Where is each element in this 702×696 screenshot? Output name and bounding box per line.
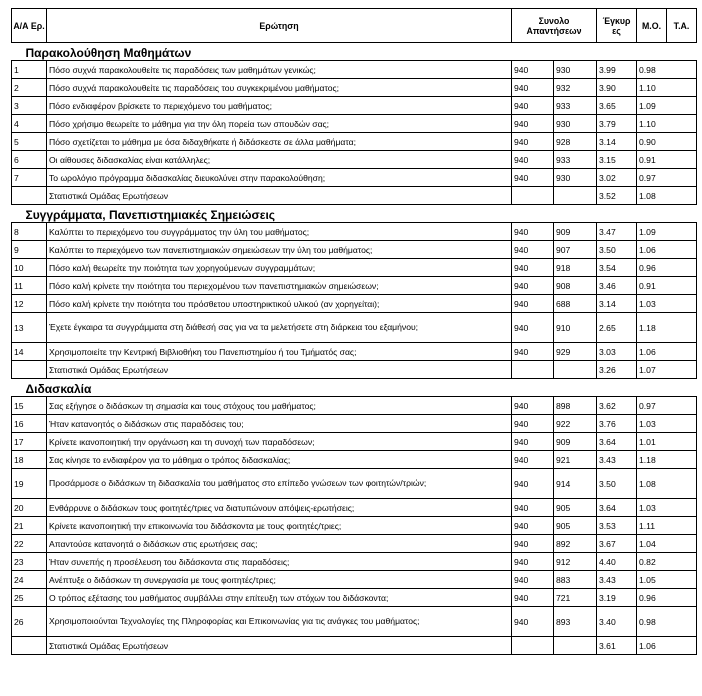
- mean-value: 3.79: [597, 115, 637, 133]
- valid-responses: 922: [554, 415, 597, 433]
- question-text: Πόσο χρήσιμο θεωρείτε το μάθημα για την όλη πορεία των σπουδών σας;: [47, 115, 512, 133]
- total-responses: 940: [512, 151, 554, 169]
- question-text: Οι αίθουσες διδασκαλίας είναι κατάλληλες;: [47, 151, 512, 169]
- std-dev-value: 1.01: [637, 433, 697, 451]
- table-row: [12, 451, 697, 469]
- std-dev-value: 1.10: [637, 115, 697, 133]
- valid-responses: 933: [554, 97, 597, 115]
- total-responses: 940: [512, 79, 554, 97]
- mean-value: 4.40: [597, 553, 637, 571]
- question-text: Ανέπτυξε ο διδάσκων τη συνεργασία με τους φοιτητές/τριες;: [47, 571, 512, 589]
- row-number: 20: [12, 499, 47, 517]
- question-text: Ο τρόπος εξέτασης του μαθήματος συμβάλλει στην επίτευξη των στόχων του διδάσκοντα;: [47, 589, 512, 607]
- mean-value: 3.43: [597, 451, 637, 469]
- row-number: 25: [12, 589, 47, 607]
- std-dev-value: 1.03: [637, 415, 697, 433]
- std-dev-value: 0.90: [637, 133, 697, 151]
- question-text: Ήταν συνεπής η προσέλευση του διδάσκοντα στις παραδόσεις;: [47, 553, 512, 571]
- row-number: 24: [12, 571, 47, 589]
- table-row: [12, 415, 697, 433]
- table-row: [12, 259, 697, 277]
- group-stats-row: [12, 361, 697, 379]
- total-responses: 940: [512, 313, 554, 343]
- valid-responses: 908: [554, 277, 597, 295]
- question-text: Το ωρολόγιο πρόγραμμα διδασκαλίας διευκολύνει στην παρακολούθηση;: [47, 169, 512, 187]
- table-row: [12, 571, 697, 589]
- table-row: [12, 277, 697, 295]
- total-responses: 940: [512, 571, 554, 589]
- row-number: 9: [12, 241, 47, 259]
- std-dev-value: 1.08: [637, 469, 697, 499]
- row-number: 7: [12, 169, 47, 187]
- total-responses: 940: [512, 61, 554, 79]
- question-text: Πόσο συχνά παρακολουθείτε τις παραδόσεις του συγκεκριμένου μαθήματος;: [47, 79, 512, 97]
- total-responses: 940: [512, 133, 554, 151]
- header-mean: Μ.Ο.: [637, 9, 667, 43]
- table-header-row: [12, 9, 697, 43]
- total-responses: 940: [512, 433, 554, 451]
- valid-responses: 905: [554, 499, 597, 517]
- mean-value: 3.46: [597, 277, 637, 295]
- mean-value: 3.90: [597, 79, 637, 97]
- group-stats-row: [12, 187, 697, 205]
- valid-responses: 933: [554, 151, 597, 169]
- mean-value: 3.64: [597, 499, 637, 517]
- section-header-row: [12, 205, 697, 223]
- std-dev-value: 0.82: [637, 553, 697, 571]
- valid-responses: 892: [554, 535, 597, 553]
- std-dev-value: 1.06: [637, 241, 697, 259]
- group-sd-value: 1.08: [637, 187, 697, 205]
- row-number: 19: [12, 469, 47, 499]
- table-row: [12, 343, 697, 361]
- mean-value: 3.19: [597, 589, 637, 607]
- valid-responses: 928: [554, 133, 597, 151]
- blank-cell: [512, 361, 554, 379]
- mean-value: 3.99: [597, 61, 637, 79]
- table-row: [12, 313, 697, 343]
- table-row: [12, 469, 697, 499]
- valid-responses: 910: [554, 313, 597, 343]
- row-number: 22: [12, 535, 47, 553]
- total-responses: 940: [512, 607, 554, 637]
- group-mean-value: 3.52: [597, 187, 637, 205]
- row-number: 17: [12, 433, 47, 451]
- std-dev-value: 1.06: [637, 343, 697, 361]
- total-responses: 940: [512, 415, 554, 433]
- row-number: 21: [12, 517, 47, 535]
- table-row: [12, 97, 697, 115]
- total-responses: 940: [512, 97, 554, 115]
- header-num: Α/Α Ερ.: [12, 9, 47, 43]
- valid-responses: 930: [554, 115, 597, 133]
- header-total: Συνολο Απαντήσεων: [512, 9, 597, 43]
- table-row: [12, 79, 697, 97]
- row-number: 12: [12, 295, 47, 313]
- question-text: Προσάρμοσε ο διδάσκων τη διδασκαλία του μαθήματος στο επίπεδο γνώσεων των φοιτητών/τριών;: [47, 469, 512, 499]
- std-dev-value: 0.96: [637, 259, 697, 277]
- row-number: 6: [12, 151, 47, 169]
- table-row: [12, 499, 697, 517]
- mean-value: 3.54: [597, 259, 637, 277]
- mean-value: 3.02: [597, 169, 637, 187]
- question-text: Πόσο καλή κρίνετε την ποιότητα του πρόσθετου υποστηρικτικού υλικού (αν χορηγείται);: [47, 295, 512, 313]
- blank-cell: [512, 637, 554, 655]
- question-text: Καλύπτει το περιεχόμενο των πανεπιστημιακών σημειώσεων την ύλη του μαθήματος;: [47, 241, 512, 259]
- std-dev-value: 1.03: [637, 499, 697, 517]
- mean-value: 3.50: [597, 469, 637, 499]
- question-text: Πόσο συχνά παρακολουθείτε τις παραδόσεις των μαθημάτων γενικώς;: [47, 61, 512, 79]
- total-responses: 940: [512, 115, 554, 133]
- table-row: [12, 517, 697, 535]
- table-row: [12, 607, 697, 637]
- std-dev-value: 0.91: [637, 277, 697, 295]
- total-responses: 940: [512, 241, 554, 259]
- group-sd-value: 1.07: [637, 361, 697, 379]
- question-text: Κρίνετε ικανοποιητική την οργάνωση και τη συνοχή των παραδόσεων;: [47, 433, 512, 451]
- row-number: 11: [12, 277, 47, 295]
- std-dev-value: 1.03: [637, 295, 697, 313]
- mean-value: 3.47: [597, 223, 637, 241]
- row-number: 13: [12, 313, 47, 343]
- mean-value: 3.76: [597, 415, 637, 433]
- total-responses: 940: [512, 535, 554, 553]
- question-text: Κρίνετε ικανοποιητική την επικοινωνία του διδάσκοντα με τους φοιτητές/τριες;: [47, 517, 512, 535]
- total-responses: 940: [512, 499, 554, 517]
- row-number: 5: [12, 133, 47, 151]
- table-row: [12, 295, 697, 313]
- section-title: Διδασκαλία: [12, 379, 697, 397]
- valid-responses: 918: [554, 259, 597, 277]
- row-number: 14: [12, 343, 47, 361]
- question-text: Πόσο ενδιαφέρον βρίσκετε το περιεχόμενο του μαθήματος;: [47, 97, 512, 115]
- valid-responses: 721: [554, 589, 597, 607]
- blank-cell: [12, 361, 47, 379]
- group-sd-value: 1.06: [637, 637, 697, 655]
- row-number: 2: [12, 79, 47, 97]
- valid-responses: 929: [554, 343, 597, 361]
- valid-responses: 893: [554, 607, 597, 637]
- total-responses: 940: [512, 589, 554, 607]
- question-text: Ήταν κατανοητός ο διδάσκων στις παραδόσεις του;: [47, 415, 512, 433]
- std-dev-value: 1.04: [637, 535, 697, 553]
- blank-cell: [554, 637, 597, 655]
- table-row: [12, 133, 697, 151]
- group-stats-label: Στατιστικά Ομάδας Ερωτήσεων: [47, 187, 512, 205]
- blank-cell: [12, 637, 47, 655]
- mean-value: 3.50: [597, 241, 637, 259]
- mean-value: 3.62: [597, 397, 637, 415]
- mean-value: 3.03: [597, 343, 637, 361]
- mean-value: 3.14: [597, 133, 637, 151]
- table-row: [12, 151, 697, 169]
- valid-responses: 909: [554, 433, 597, 451]
- section-title: Παρακολούθηση Μαθημάτων: [12, 43, 697, 61]
- mean-value: 3.53: [597, 517, 637, 535]
- mean-value: 3.14: [597, 295, 637, 313]
- mean-value: 2.65: [597, 313, 637, 343]
- total-responses: 940: [512, 277, 554, 295]
- valid-responses: 930: [554, 169, 597, 187]
- std-dev-value: 0.91: [637, 151, 697, 169]
- table-row: [12, 553, 697, 571]
- blank-cell: [554, 361, 597, 379]
- mean-value: 3.65: [597, 97, 637, 115]
- table-row: [12, 169, 697, 187]
- total-responses: 940: [512, 451, 554, 469]
- std-dev-value: 1.05: [637, 571, 697, 589]
- table-row: [12, 433, 697, 451]
- row-number: 23: [12, 553, 47, 571]
- std-dev-value: 0.98: [637, 607, 697, 637]
- group-stats-label: Στατιστικά Ομάδας Ερωτήσεων: [47, 637, 512, 655]
- table-row: [12, 223, 697, 241]
- row-number: 18: [12, 451, 47, 469]
- row-number: 26: [12, 607, 47, 637]
- blank-cell: [554, 187, 597, 205]
- total-responses: 940: [512, 397, 554, 415]
- question-text: Πόσο σχετίζεται το μάθημα με όσα διδαχθήκατε ή διδάσκεστε σε άλλα μαθήματα;: [47, 133, 512, 151]
- std-dev-value: 1.18: [637, 313, 697, 343]
- total-responses: 940: [512, 469, 554, 499]
- section-header-row: [12, 379, 697, 397]
- std-dev-value: 1.10: [637, 79, 697, 97]
- question-text: Απαντούσε κατανοητά ο διδάσκων στις ερωτήσεις σας;: [47, 535, 512, 553]
- valid-responses: 912: [554, 553, 597, 571]
- std-dev-value: 0.97: [637, 169, 697, 187]
- header-sd: Τ.Α.: [667, 9, 697, 43]
- header-valid: Έγκυρ ες: [597, 9, 637, 43]
- question-text: Ενθάρρυνε ο διδάσκων τους φοιτητές/τριες να διατυπώνουν απόψεις-ερωτήσεις;: [47, 499, 512, 517]
- mean-value: 3.40: [597, 607, 637, 637]
- table-row: [12, 61, 697, 79]
- survey-table-container: [11, 8, 697, 655]
- mean-value: 3.67: [597, 535, 637, 553]
- survey-results-table: [11, 8, 697, 655]
- mean-value: 3.64: [597, 433, 637, 451]
- table-row: [12, 397, 697, 415]
- question-text: Σας εξήγησε ο διδάσκων τη σημασία και τους στόχους του μαθήματος;: [47, 397, 512, 415]
- group-stats-row: [12, 637, 697, 655]
- row-number: 3: [12, 97, 47, 115]
- valid-responses: 914: [554, 469, 597, 499]
- table-row: [12, 589, 697, 607]
- total-responses: 940: [512, 343, 554, 361]
- total-responses: 940: [512, 553, 554, 571]
- question-text: Πόσο καλή κρίνετε την ποιότητα του περιεχομένου των πανεπιστημιακών σημειώσεων;: [47, 277, 512, 295]
- row-number: 4: [12, 115, 47, 133]
- row-number: 10: [12, 259, 47, 277]
- valid-responses: 909: [554, 223, 597, 241]
- std-dev-value: 1.18: [637, 451, 697, 469]
- row-number: 16: [12, 415, 47, 433]
- std-dev-value: 1.11: [637, 517, 697, 535]
- valid-responses: 932: [554, 79, 597, 97]
- section-title: Συγγράμματα, Πανεπιστημιακές Σημειώσεις: [12, 205, 697, 223]
- total-responses: 940: [512, 259, 554, 277]
- question-text: Καλύπτει το περιεχόμενο του συγγράμματος την ύλη του μαθήματος;: [47, 223, 512, 241]
- std-dev-value: 0.96: [637, 589, 697, 607]
- question-text: Σας κίνησε το ενδιαφέρον για το μάθημα ο τρόπος διδασκαλίας;: [47, 451, 512, 469]
- group-mean-value: 3.26: [597, 361, 637, 379]
- valid-responses: 688: [554, 295, 597, 313]
- blank-cell: [512, 187, 554, 205]
- section-header-row: [12, 43, 697, 61]
- row-number: 15: [12, 397, 47, 415]
- row-number: 8: [12, 223, 47, 241]
- std-dev-value: 0.97: [637, 397, 697, 415]
- valid-responses: 921: [554, 451, 597, 469]
- question-text: Πόσο καλή θεωρείτε την ποιότητα των χορηγούμενων συγγραμμάτων;: [47, 259, 512, 277]
- mean-value: 3.43: [597, 571, 637, 589]
- total-responses: 940: [512, 295, 554, 313]
- question-text: Χρησιμοποιείτε την Κεντρική Βιβλιοθήκη του Πανεπιστημίου ή του Τμήματός σας;: [47, 343, 512, 361]
- total-responses: 940: [512, 517, 554, 535]
- total-responses: 940: [512, 169, 554, 187]
- table-row: [12, 115, 697, 133]
- valid-responses: 930: [554, 61, 597, 79]
- blank-cell: [12, 187, 47, 205]
- table-body: [12, 43, 697, 655]
- std-dev-value: 1.09: [637, 97, 697, 115]
- valid-responses: 905: [554, 517, 597, 535]
- question-text: Έχετε έγκαιρα τα συγγράμματα στη διάθεσή σας για να τα μελετήσετε στη διάρκεια του εξαμήνου;: [47, 313, 512, 343]
- group-stats-label: Στατιστικά Ομάδας Ερωτήσεων: [47, 361, 512, 379]
- table-row: [12, 535, 697, 553]
- std-dev-value: 1.09: [637, 223, 697, 241]
- header-question: Ερώτηση: [47, 9, 512, 43]
- valid-responses: 883: [554, 571, 597, 589]
- total-responses: 940: [512, 223, 554, 241]
- mean-value: 3.15: [597, 151, 637, 169]
- table-row: [12, 241, 697, 259]
- std-dev-value: 0.98: [637, 61, 697, 79]
- row-number: 1: [12, 61, 47, 79]
- valid-responses: 898: [554, 397, 597, 415]
- question-text: Χρησιμοποιούνται Τεχνολογίες της Πληροφορίας και Επικοινωνίας για τις ανάγκες του μαθήματος;: [47, 607, 512, 637]
- valid-responses: 907: [554, 241, 597, 259]
- group-mean-value: 3.61: [597, 637, 637, 655]
